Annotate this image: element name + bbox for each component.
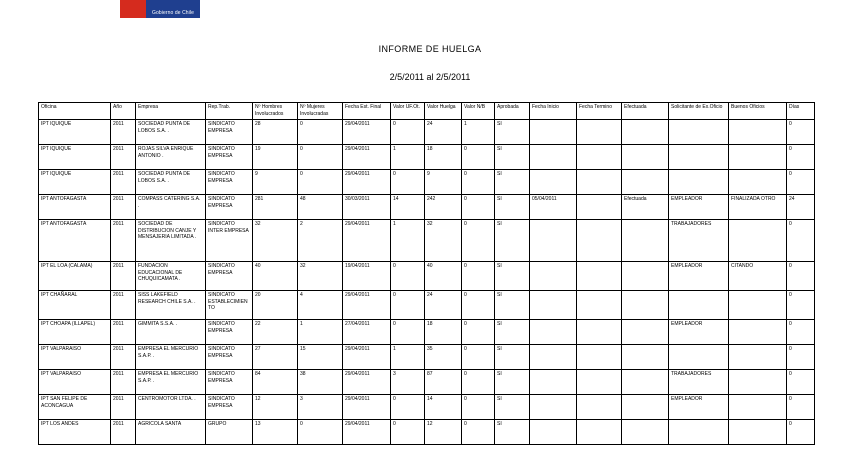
- column-header: Empresa: [136, 103, 206, 120]
- table-cell: CENTROMOTOR LTDA. .: [136, 395, 206, 420]
- table-cell: [622, 320, 669, 345]
- table-cell: 0: [462, 145, 495, 170]
- table-cell: [622, 145, 669, 170]
- table-cell: 29/04/2011: [343, 395, 391, 420]
- table-cell: TRABAJADORES: [669, 370, 729, 395]
- table-cell: 40: [253, 262, 298, 291]
- table-cell: SINDICATO EMPRESA: [206, 195, 253, 220]
- table-cell: EMPLEADOR: [669, 320, 729, 345]
- column-header: Valor Huelga: [425, 103, 462, 120]
- table-cell: [577, 291, 622, 320]
- table-cell: SI: [495, 170, 530, 195]
- table-cell: [669, 291, 729, 320]
- table-cell: [729, 370, 787, 395]
- table-row: [39, 320, 815, 345]
- table-cell: IPT VALPARAISO: [39, 370, 111, 395]
- column-header: Efectuada: [622, 103, 669, 120]
- table-cell: SOCIEDAD PUNTA DE LOBOS S.A. .: [136, 120, 206, 145]
- table-cell: 0: [391, 420, 425, 445]
- table-cell: 28: [253, 120, 298, 145]
- table-cell: SI: [495, 291, 530, 320]
- table-row: [39, 145, 815, 170]
- table-cell: 0: [298, 145, 343, 170]
- table-row: [39, 370, 815, 395]
- table-cell: 0: [391, 395, 425, 420]
- table-cell: 29/04/2011: [343, 145, 391, 170]
- table-row: [39, 120, 815, 145]
- table-cell: FUNDACION EDUCACIONAL DE CHUQUICAMATA .: [136, 262, 206, 291]
- table-cell: 1: [391, 220, 425, 262]
- table-cell: 1: [391, 145, 425, 170]
- table-cell: [729, 395, 787, 420]
- table-cell: [729, 345, 787, 370]
- table-cell: IPT CHAÑARAL: [39, 291, 111, 320]
- table-cell: 0: [391, 262, 425, 291]
- table-row: [39, 195, 815, 220]
- table-cell: 0: [298, 170, 343, 195]
- table-cell: 4: [298, 291, 343, 320]
- column-header: Fecha Termino: [577, 103, 622, 120]
- table-cell: SINDICATO EMPRESA: [206, 370, 253, 395]
- table-cell: 0: [462, 291, 495, 320]
- column-header: Nº Mujeres Involucradas: [298, 103, 343, 120]
- table-cell: 27: [253, 345, 298, 370]
- table-cell: [622, 345, 669, 370]
- table-row: [39, 220, 815, 262]
- table-cell: [669, 145, 729, 170]
- table-cell: 87: [425, 370, 462, 395]
- table-cell: 0: [787, 170, 815, 195]
- table-cell: SINDICATO EMPRESA: [206, 145, 253, 170]
- table-cell: SINDICATO EMPRESA: [206, 320, 253, 345]
- table-cell: 18: [425, 320, 462, 345]
- table-cell: 29/04/2011: [343, 345, 391, 370]
- table-cell: 0: [391, 320, 425, 345]
- table-cell: 0: [787, 120, 815, 145]
- table-cell: SISS LAKEFIELD RESEARCH CHILE S.A. .: [136, 291, 206, 320]
- table-cell: 13: [253, 420, 298, 445]
- column-header: Fecha Est. Final: [343, 103, 391, 120]
- table-cell: 0: [787, 420, 815, 445]
- table-cell: 0: [787, 145, 815, 170]
- table-cell: [622, 291, 669, 320]
- table-cell: [669, 120, 729, 145]
- table-cell: SI: [495, 145, 530, 170]
- table-cell: IPT IQUIQUE: [39, 120, 111, 145]
- table-cell: [530, 370, 577, 395]
- table-cell: GIMMITA S.S.A. .: [136, 320, 206, 345]
- table-row: [39, 345, 815, 370]
- table-cell: [729, 420, 787, 445]
- table-cell: [729, 220, 787, 262]
- table-cell: 2011: [111, 262, 136, 291]
- table-cell: IPT LOS ANDES: [39, 420, 111, 445]
- column-header: Nº Hombres Involucrados: [253, 103, 298, 120]
- table-header-row: [39, 103, 815, 120]
- column-header: Días: [787, 103, 815, 120]
- table-cell: 0: [462, 220, 495, 262]
- table-cell: [729, 320, 787, 345]
- column-header: Valor N/B: [462, 103, 495, 120]
- table-cell: 20: [253, 291, 298, 320]
- table-cell: 19: [253, 145, 298, 170]
- table-cell: SI: [495, 420, 530, 445]
- column-header: Oficina: [39, 103, 111, 120]
- table-cell: [577, 345, 622, 370]
- table-cell: [622, 370, 669, 395]
- table-cell: 2011: [111, 291, 136, 320]
- table-cell: 0: [462, 370, 495, 395]
- table-cell: 24: [787, 195, 815, 220]
- table-cell: [530, 145, 577, 170]
- table-cell: [530, 220, 577, 262]
- table-cell: 0: [391, 291, 425, 320]
- table-cell: IPT IQUIQUE: [39, 170, 111, 195]
- table-cell: SINDICATO ESTABLECIMIENTO: [206, 291, 253, 320]
- table-cell: 40: [425, 262, 462, 291]
- table-row: [39, 291, 815, 320]
- table-cell: 2: [298, 220, 343, 262]
- table-cell: SINDICATO EMPRESA: [206, 262, 253, 291]
- table-cell: IPT ANTOFAGASTA: [39, 195, 111, 220]
- table-cell: 29/04/2011: [343, 420, 391, 445]
- table-cell: 2011: [111, 145, 136, 170]
- table-cell: GRUPO: [206, 420, 253, 445]
- table-cell: [669, 170, 729, 195]
- table-cell: EMPLEADOR: [669, 262, 729, 291]
- table-cell: IPT SAN FELIPE DE ACONCAGUA: [39, 395, 111, 420]
- table-cell: 15: [298, 345, 343, 370]
- table-cell: 14: [391, 195, 425, 220]
- table-cell: IPT CHOAPA (ILLAPEL): [39, 320, 111, 345]
- table-cell: SI: [495, 220, 530, 262]
- table-cell: 22: [253, 320, 298, 345]
- table-cell: [530, 395, 577, 420]
- table-cell: [669, 420, 729, 445]
- logo-blue-block: [146, 0, 200, 18]
- table-cell: [577, 195, 622, 220]
- column-header: Año: [111, 103, 136, 120]
- table-cell: [669, 345, 729, 370]
- table-cell: SI: [495, 345, 530, 370]
- table-cell: [577, 220, 622, 262]
- table-cell: 0: [462, 170, 495, 195]
- table-cell: [577, 420, 622, 445]
- table-cell: 05/04/2011: [530, 195, 577, 220]
- table-cell: 1: [391, 345, 425, 370]
- table-cell: 35: [425, 345, 462, 370]
- table-cell: [530, 420, 577, 445]
- table-cell: SOCIEDAD DE DISTRIBUCION CANJE Y MENSAJERIA LIMITADA .: [136, 220, 206, 262]
- table-cell: 2011: [111, 420, 136, 445]
- table-cell: [729, 291, 787, 320]
- table-cell: 0: [787, 262, 815, 291]
- table-cell: 2011: [111, 320, 136, 345]
- table-cell: 29/04/2011: [343, 291, 391, 320]
- table-cell: SOCIEDAD PUNTA DE LOBOS S.A. .: [136, 170, 206, 195]
- logo-text: Gobierno de Chile: [151, 10, 194, 16]
- table-row: [39, 420, 815, 445]
- table-cell: TRABAJADORES: [669, 220, 729, 262]
- table-cell: 29/04/2011: [343, 170, 391, 195]
- table-cell: 14: [425, 395, 462, 420]
- table-cell: EMPLEADOR: [669, 395, 729, 420]
- table-cell: 0: [787, 291, 815, 320]
- table-cell: 9: [253, 170, 298, 195]
- table-row: [39, 395, 815, 420]
- table-cell: 0: [462, 345, 495, 370]
- table-cell: 29/04/2011: [343, 370, 391, 395]
- table-cell: SI: [495, 370, 530, 395]
- table-cell: 2011: [111, 220, 136, 262]
- table-cell: 18: [425, 145, 462, 170]
- table-cell: SI: [495, 120, 530, 145]
- report-title: INFORME DE HUELGA: [378, 44, 482, 54]
- table-cell: 281: [253, 195, 298, 220]
- table-cell: 1: [298, 320, 343, 345]
- table-cell: 29/04/2011: [343, 220, 391, 262]
- table-cell: [622, 120, 669, 145]
- table-cell: [577, 120, 622, 145]
- table-cell: 0: [787, 395, 815, 420]
- table-cell: 2011: [111, 345, 136, 370]
- table-cell: [622, 395, 669, 420]
- table-cell: [530, 262, 577, 291]
- table-cell: SINDICATO EMPRESA: [206, 395, 253, 420]
- table-cell: [622, 220, 669, 262]
- table-cell: 24: [425, 291, 462, 320]
- table-cell: IPT IQUIQUE: [39, 145, 111, 170]
- table-cell: 2011: [111, 120, 136, 145]
- table-cell: AGRICOLA SANTA: [136, 420, 206, 445]
- column-header: Solicitante de Ex.Oficio: [669, 103, 729, 120]
- column-header: Fecha Inicio: [530, 103, 577, 120]
- table-row: [39, 262, 815, 291]
- table-cell: FINALIZADA OTRO: [729, 195, 787, 220]
- table-cell: 27/04/2011: [343, 320, 391, 345]
- table-cell: 0: [462, 262, 495, 291]
- column-header: Aprobada: [495, 103, 530, 120]
- table-cell: IPT VALPARAISO: [39, 345, 111, 370]
- table-cell: SI: [495, 320, 530, 345]
- column-header: Rep.Trab.: [206, 103, 253, 120]
- table-cell: [729, 120, 787, 145]
- table-cell: ROJAS SILVA ENRIQUE ANTONIO .: [136, 145, 206, 170]
- table-cell: EMPRESA EL MERCURIO S.A.P. .: [136, 345, 206, 370]
- table-cell: 3: [391, 370, 425, 395]
- strike-report-table: [38, 102, 815, 445]
- logo-red-block: [120, 0, 146, 18]
- table-cell: [729, 170, 787, 195]
- table-cell: 32: [425, 220, 462, 262]
- table-cell: CITANDO: [729, 262, 787, 291]
- table-cell: 0: [462, 420, 495, 445]
- table-cell: SI: [495, 195, 530, 220]
- table-cell: 0: [298, 420, 343, 445]
- table-cell: [622, 262, 669, 291]
- table-cell: [530, 120, 577, 145]
- table-cell: 0: [391, 170, 425, 195]
- table-cell: 0: [787, 220, 815, 262]
- table-cell: IPT EL LOA (CALAMA): [39, 262, 111, 291]
- table-cell: [577, 370, 622, 395]
- table-cell: [530, 345, 577, 370]
- table-cell: [577, 395, 622, 420]
- table-cell: 32: [253, 220, 298, 262]
- table-cell: [530, 320, 577, 345]
- table-cell: [577, 262, 622, 291]
- table-cell: 0: [787, 370, 815, 395]
- table-cell: [729, 145, 787, 170]
- table-cell: 2011: [111, 170, 136, 195]
- table-cell: COMPASS CATERING S.A. .: [136, 195, 206, 220]
- table-cell: 84: [253, 370, 298, 395]
- table-cell: 3: [298, 395, 343, 420]
- table-cell: Efectuada: [622, 195, 669, 220]
- table-cell: 38: [298, 370, 343, 395]
- report-period: 2/5/2011 al 2/5/2011: [389, 72, 471, 82]
- table-cell: [577, 145, 622, 170]
- table-cell: 29/04/2011: [343, 120, 391, 145]
- table-cell: EMPLEADOR: [669, 195, 729, 220]
- column-header: Buenos Oficios: [729, 103, 787, 120]
- table-cell: SINDICATO INTER EMPRESA: [206, 220, 253, 262]
- column-header: Valor UF.Ot.: [391, 103, 425, 120]
- table-cell: 0: [787, 320, 815, 345]
- table-cell: 19/04/2011: [343, 262, 391, 291]
- table-cell: IPT ANTOFAGASTA: [39, 220, 111, 262]
- table-cell: [577, 320, 622, 345]
- table-cell: SINDICATO EMPRESA: [206, 170, 253, 195]
- table-cell: EMPRESA EL MERCURIO S.A.P. .: [136, 370, 206, 395]
- table-row: [39, 170, 815, 195]
- table-cell: 0: [298, 120, 343, 145]
- table-cell: 0: [787, 345, 815, 370]
- table-cell: 0: [462, 395, 495, 420]
- table-cell: 32: [298, 262, 343, 291]
- table-cell: SI: [495, 262, 530, 291]
- table-cell: 0: [391, 120, 425, 145]
- table-cell: [530, 170, 577, 195]
- table-cell: SINDICATO EMPRESA: [206, 345, 253, 370]
- table-cell: 12: [253, 395, 298, 420]
- table-cell: 242: [425, 195, 462, 220]
- table-cell: [577, 170, 622, 195]
- table-cell: 1: [462, 120, 495, 145]
- table-cell: 30/03/2011: [343, 195, 391, 220]
- table-cell: 9: [425, 170, 462, 195]
- gobierno-logo: [120, 0, 200, 18]
- table-cell: 12: [425, 420, 462, 445]
- table-cell: 2011: [111, 370, 136, 395]
- table-cell: [530, 291, 577, 320]
- table-cell: 0: [462, 195, 495, 220]
- table-cell: SI: [495, 395, 530, 420]
- table-cell: 2011: [111, 395, 136, 420]
- table-cell: 48: [298, 195, 343, 220]
- table-cell: SINDICATO EMPRESA: [206, 120, 253, 145]
- table-cell: [622, 420, 669, 445]
- table-cell: 24: [425, 120, 462, 145]
- table-cell: 2011: [111, 195, 136, 220]
- table-cell: [622, 170, 669, 195]
- table-cell: 0: [462, 320, 495, 345]
